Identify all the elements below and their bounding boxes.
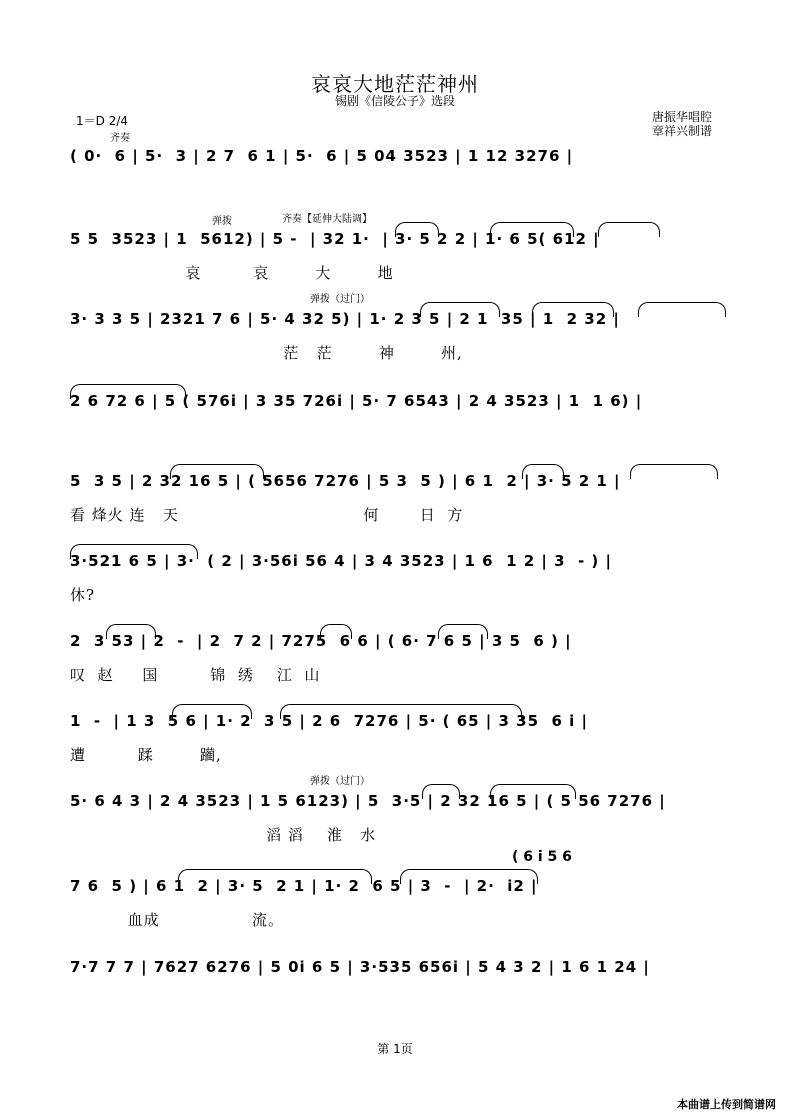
singer-credit: 唐振华唱腔	[652, 110, 713, 124]
lyrics-line: 茫 茫 神 州,	[70, 344, 463, 362]
notes-line: 1 - | 1 3 5 6 | 1· 2 3 5 | 2 6 7276 | 5· ( 65 | 3 35 6 i |	[70, 712, 588, 730]
score-row-4	[70, 392, 730, 472]
notes-line: 2 3 53 | 2 - | 2 7 2 | 7275 6 6 | ( 6· 7 6 5 | 3 5 6 ) |	[70, 632, 572, 650]
page-number: 第 1页	[377, 1042, 413, 1056]
performance-annotation: 弹拨	[212, 216, 232, 227]
notes-line: 5 3 5 | 2 32 16 5 | ( 5656 7276 | 5 3 5 ) | 6 1 2 | 3· 5 2 1 |	[70, 472, 621, 490]
score-row-11	[70, 958, 730, 1038]
performance-annotation: 弹拨（过门）	[310, 294, 370, 305]
score-row-6	[70, 552, 730, 632]
key-time-signature: 1＝D 2/4	[76, 114, 129, 128]
score-row-10	[70, 849, 730, 957]
page-title: 哀哀大地茫茫神州	[311, 72, 479, 96]
score-row-2	[70, 214, 730, 310]
lyrics-line: 哀 哀 大 地	[70, 264, 394, 282]
notes-line: 2 6 72 6 | 5 ( 576i | 3 35 726i | 5· 7 6543 | 2 4 3523 | 1 1 6) |	[70, 392, 643, 410]
subtitle: 锡剧《信陵公子》选段	[334, 94, 455, 108]
notes-line: 7 6 5 ) | 6 1 2 | 3· 5 2 1 | 1· 2 6 5 | 3 - | 2· i2 |	[70, 877, 538, 895]
notes-line: 3·521 6 5 | 3· ( 2 | 3·56i 56 4 | 3 4 3523 | 1 6 1 2 | 3 - ) |	[70, 552, 612, 570]
footer-note: 本曲谱上传到简谱网	[677, 1098, 776, 1111]
lyrics-line: 叹 赵 国 锦 绣 江 山	[70, 666, 321, 684]
notator-credit: 章祥兴制谱	[652, 124, 713, 138]
lyrics-line: 休?	[70, 586, 96, 604]
performance-annotation: 弹拨（过门）	[310, 776, 370, 787]
notes-line: ( 0· 6 | 5· 3 | 2 7 6 1 | 5· 6 | 5 04 3523 | 1 12 3276 |	[70, 147, 574, 165]
lyrics-line: 遭 蹂 躏,	[70, 746, 222, 764]
score-row-8	[70, 712, 730, 792]
lyrics-line: 滔 滔 淮 水	[70, 826, 377, 844]
notes-line: 5· 6 4 3 | 2 4 3523 | 1 5 6123) | 5 3·5 | 2 32 16 5 | ( 5 56 7276 |	[70, 792, 666, 810]
performance-annotation: 齐奏【延伸大陆调】	[282, 214, 372, 225]
score-row-5	[70, 472, 730, 552]
score-row-9	[70, 776, 730, 872]
lyrics-line: 看 烽火 连 天 何 日 方	[70, 506, 464, 524]
lyrics-line: 血成 流。	[70, 911, 284, 929]
score-row-3	[70, 294, 730, 390]
notes-line: 5 5 3523 | 1 5612) | 5 - | 32 1· | 3· 5 2 2 | 1· 6 5( 612 |	[70, 230, 600, 248]
score-row-7	[70, 632, 730, 712]
performance-annotation: 齐奏	[110, 133, 130, 144]
notes-line: 7·7 7 7 | 7627 6276 | 5 0i 6 5 | 3·535 656i | 5 4 3 2 | 1 6 1 24 |	[70, 958, 650, 976]
upper-voice-notes: ( 6 i 5 6	[512, 849, 572, 865]
notes-line: 3· 3 3 5 | 2321 7 6 | 5· 4 32 5) | 1· 2 3 5 | 2 1 35 | 1 2 32 |	[70, 310, 620, 328]
score-row-1	[70, 133, 730, 227]
